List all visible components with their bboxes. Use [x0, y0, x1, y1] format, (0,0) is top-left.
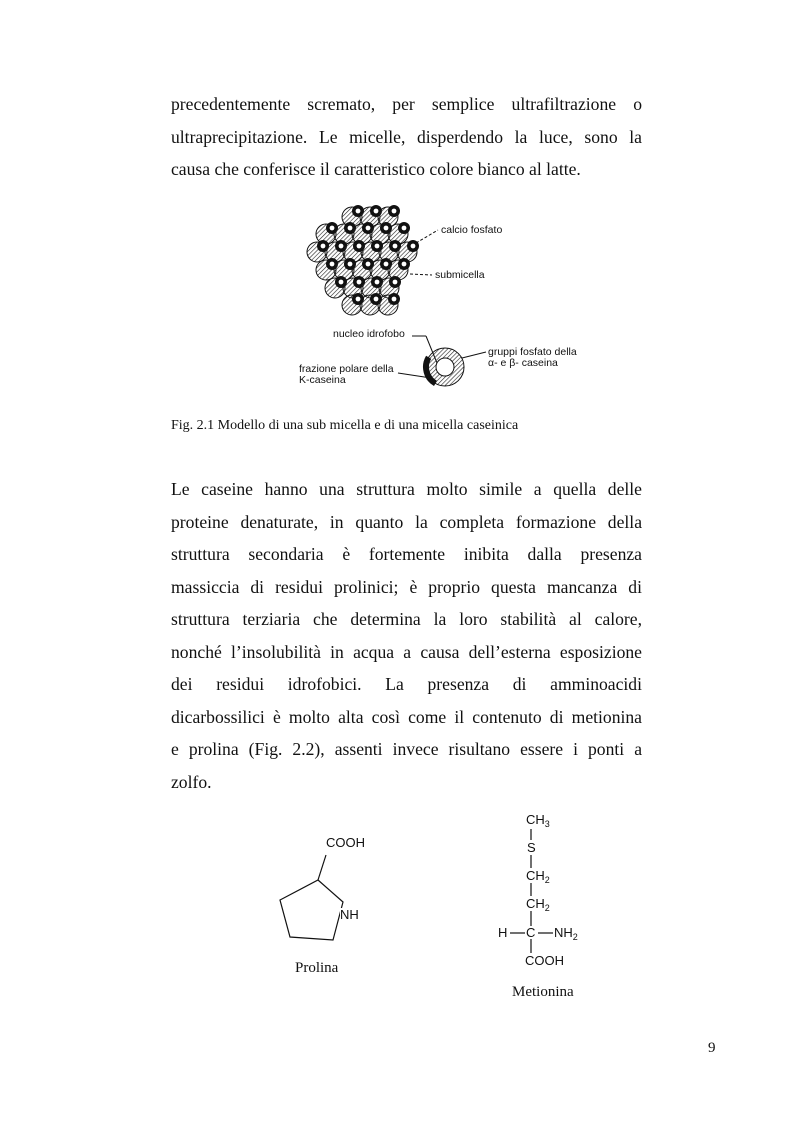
calcium-phosphate-core [384, 226, 389, 231]
calcium-phosphate-core [374, 297, 379, 302]
text-line: struttura secondaria è fortemente inibita dalla presenza [171, 544, 642, 564]
label-calcio-fosfato: calcio fosfato [441, 224, 503, 236]
calcium-phosphate-core [402, 262, 407, 267]
metionina-name: Metionina [512, 984, 574, 1000]
submicelle-cluster [307, 205, 419, 315]
label-alfa-beta-caseina: α- e β- caseina [488, 357, 558, 369]
calcium-phosphate-core [392, 209, 397, 214]
calcium-phosphate-core [384, 262, 389, 267]
calcium-phosphate-core [402, 226, 407, 231]
metionina-bonds [490, 810, 620, 970]
metionina-ch2a: $CH_2$ [526, 868, 550, 885]
text-line: e prolina (Fig. 2.2), assenti invece risultano essere i ponti a [171, 739, 642, 759]
paragraph-intro [171, 88, 642, 186]
label-gruppi-fosfato: gruppi fosfato della [488, 346, 577, 358]
calcium-phosphate-core [375, 280, 380, 285]
calcium-phosphate-core [330, 262, 335, 267]
metionina-ch2b: $CH_2$ [526, 896, 550, 913]
metionina-c: C [526, 925, 536, 940]
calcium-phosphate-core [356, 209, 361, 214]
calcium-phosphate-core [392, 297, 397, 302]
label-frazione-polare: frazione polare della [299, 363, 394, 375]
calcium-phosphate-core [393, 244, 398, 249]
prolina-cooh: COOH [326, 835, 365, 850]
text-line: dei residui idrofobici. La presenza di amminoacidi [171, 674, 642, 694]
calcium-phosphate-core [366, 226, 371, 231]
label-submicella: submicella [435, 269, 485, 281]
micelle-figure [290, 205, 610, 410]
text-line: nonché l’insolubilità in acqua a causa dell’esterna esposizione [171, 641, 642, 662]
paragraph-caseine [171, 473, 642, 798]
label-nucleo-idrofobo: nucleo idrofobo [333, 328, 405, 340]
text-line: struttura terziaria che determina la loro stabilità al calore, [171, 609, 642, 629]
text-line: proteine denaturate, in quanto la completa formazione della [171, 511, 642, 532]
calcium-phosphate-core [348, 226, 353, 231]
calcium-phosphate-core [330, 226, 335, 231]
calcium-phosphate-core [357, 244, 362, 249]
page-number: 9 [708, 1040, 716, 1056]
metionina-structure [490, 810, 620, 1010]
text-line: dicarbossilici è molto alta così come il contenuto di metionina [171, 706, 642, 727]
calcium-phosphate-core [339, 280, 344, 285]
prolina-nh: NH [340, 907, 359, 922]
prolina-structure [260, 830, 400, 990]
prolina-name: Prolina [295, 960, 339, 976]
calcium-phosphate-core [366, 262, 371, 267]
calcium-phosphate-core [321, 244, 326, 249]
text-line: zolfo. [171, 771, 212, 792]
metionina-ch3: $CH_3$ [526, 812, 550, 829]
metionina-h: H [498, 925, 508, 940]
text-line: precedentemente scremato, per semplice ultrafiltrazione o [171, 94, 642, 114]
label-k-caseina: K-caseina [299, 374, 346, 386]
metionina-nh2: $NH_2$ [554, 925, 578, 942]
calcium-phosphate-core [393, 280, 398, 285]
text-line: causa che conferisce il caratteristico colore bianco al latte. [171, 159, 581, 179]
calcium-phosphate-core [348, 262, 353, 267]
calcium-phosphate-core [339, 244, 344, 249]
metionina-cooh: COOH [525, 953, 564, 968]
calcium-phosphate-core [357, 280, 362, 285]
metionina-s: S [527, 840, 536, 855]
text-line: ultraprecipitazione. Le micelle, disperdendo la luce, sono la [171, 126, 642, 147]
calcium-phosphate-core [375, 244, 380, 249]
calcium-phosphate-core [374, 209, 379, 214]
hydrophobic-core [436, 358, 454, 376]
calcium-phosphate-core [356, 297, 361, 302]
calcium-phosphate-core [411, 244, 416, 249]
figure-caption: Fig. 2.1 Modello di una sub micella e di una micella caseinica [171, 418, 519, 433]
text-line: Le caseine hanno una struttura molto simile a quella delle [171, 479, 642, 499]
text-line: massiccia di residui prolinici; è proprio questa mancanza di [171, 576, 642, 597]
